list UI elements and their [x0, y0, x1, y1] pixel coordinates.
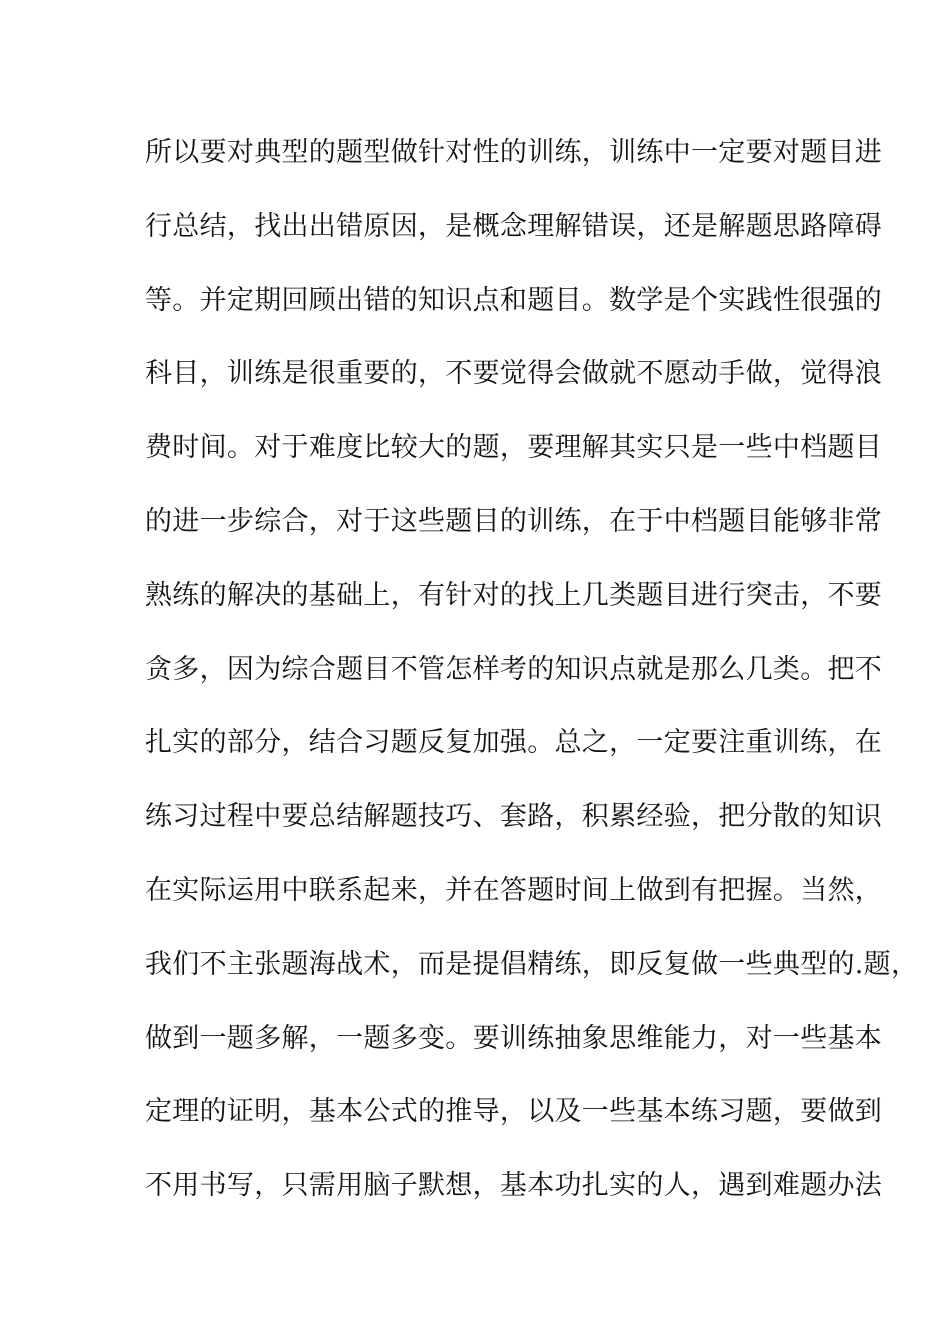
text-line: 所以要对典型的题型做针对性的训练，训练中一定要对题目进 — [145, 137, 883, 168]
text-line: 我们不主张题海战术，而是提倡精练，即反复做一些典型的.题， — [145, 948, 919, 980]
text-line: 做到一题多解，一题多变。要训练抽象思维能力，对一些基本 — [145, 1022, 883, 1054]
text-line: 不用书写，只需用脑子默想，基本功扎实的人，遇到难题办法 — [145, 1170, 883, 1202]
text-line: 科目，训练是很重要的，不要觉得会做就不愿动手做，觉得浪 — [145, 358, 883, 390]
text-line: 扎实的部分，结合习题反复加强。总之，一定要注重训练，在 — [145, 727, 883, 759]
body-text — [145, 128, 919, 1235]
text-line: 熟练的解决的基础上，有针对的找上几类题目进行突击，不要 — [145, 579, 883, 611]
text-line: 练习过程中要总结解题技巧、套路，积累经验，把分散的知识 — [145, 801, 883, 833]
text-line: 贪多，因为综合题目不管怎样考的知识点就是那么几类。把不 — [145, 653, 883, 685]
text-line: 费时间。对于难度比较大的题，要理解其实只是一些中档题目 — [145, 432, 883, 464]
text-line: 在实际运用中联系起来，并在答题时间上做到有把握。当然， — [145, 874, 883, 906]
text-line: 定理的证明，基本公式的推导，以及一些基本练习题，要做到 — [145, 1096, 883, 1128]
text-line: 的进一步综合，对于这些题目的训练，在于中档题目能够非常 — [145, 505, 883, 537]
text-line: 等。并定期回顾出错的知识点和题目。数学是个实践性很强的 — [145, 284, 883, 316]
text-line: 行总结，找出出错原因，是概念理解错误，还是解题思路障碍 — [145, 210, 883, 242]
